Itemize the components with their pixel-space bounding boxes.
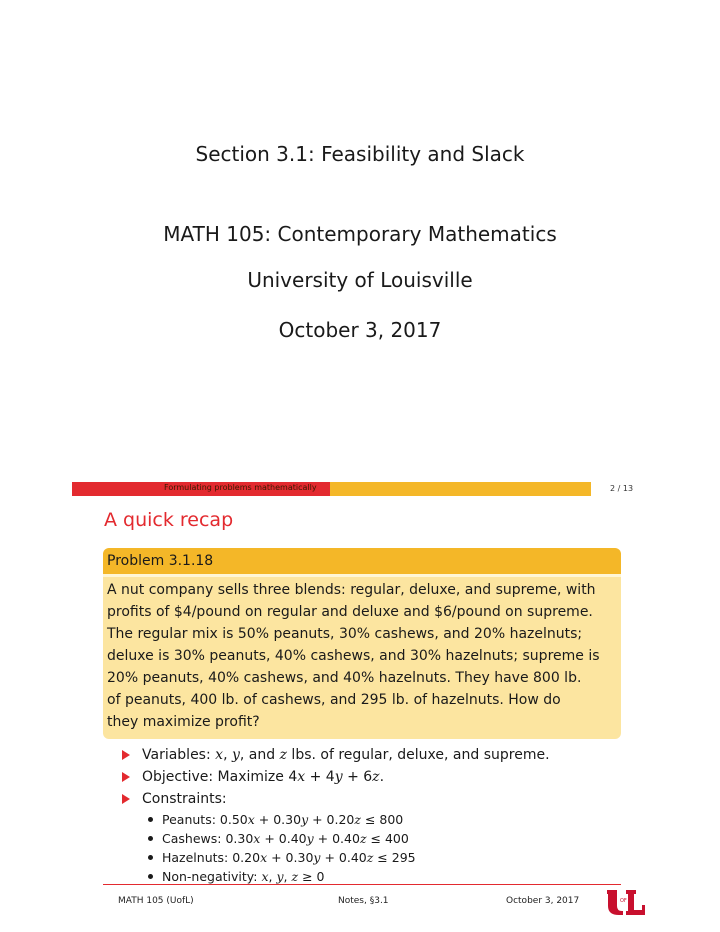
problem-body (103, 574, 621, 739)
problem-line: of peanuts, 400 lb. of cashews, and 295 lb. of hazelnuts. How do (107, 692, 561, 708)
problem-line: they maximize profit? (107, 714, 260, 730)
problem-title: Problem 3.1.18 (103, 548, 621, 574)
bullet-dot-icon (148, 855, 153, 860)
problem-line: The regular mix is 50% peanuts, 30% cashews, and 20% hazelnuts; (107, 626, 583, 642)
bullet-dot-icon (148, 874, 153, 879)
constraint-nonnegativity: Non-negativity: x, y, z ≥ 0 (122, 867, 550, 886)
lecture-date: October 3, 2017 (278, 318, 442, 342)
list-item-objective: Objective: Maximize 4x + 4y + 6z. (122, 766, 550, 788)
peanuts-label: Peanuts: (162, 812, 220, 827)
problem-line: profits of $4/pound on regular and deluxe and $6/pound on supreme. (107, 604, 593, 620)
hazelnuts-label: Hazelnuts: (162, 850, 233, 865)
page-number: 2 / 13 (610, 484, 634, 493)
svg-text:OF: OF (620, 898, 627, 904)
footer-course: MATH 105 (UofL) (118, 896, 194, 906)
course-name: MATH 105: Contemporary Mathematics (163, 222, 557, 246)
footer-date: October 3, 2017 (506, 896, 580, 906)
objective-label: Objective: Maximize (142, 769, 289, 785)
university-logo-icon (605, 889, 645, 915)
constraint-peanuts: Peanuts: 0.50x + 0.30y + 0.20z ≤ 800 (122, 810, 550, 829)
constraint-hazelnuts: Hazelnuts: 0.20x + 0.30y + 0.40z ≤ 295 (122, 848, 550, 867)
problem-line: A nut company sells three blends: regular, deluxe, and supreme, with (107, 582, 596, 598)
university-name: University of Louisville (247, 268, 473, 292)
list-item-constraints (122, 788, 550, 810)
problem-block (103, 548, 621, 739)
footer-section: Notes, §3.1 (338, 896, 389, 906)
constraints-label: Constraints: (142, 791, 227, 807)
slide-title: Section 3.1: Feasibility and Slack (195, 142, 525, 166)
footer-rule (103, 884, 621, 885)
header-bar (72, 482, 591, 496)
cashews-label: Cashews: (162, 831, 226, 846)
frame-title: A quick recap (104, 509, 234, 531)
problem-line: deluxe is 30% peanuts, 40% cashews, and 30% hazelnuts; supreme is (107, 648, 600, 664)
problem-line: 20% peanuts, 40% cashews, and 40% hazelnuts. They have 800 lb. (107, 670, 582, 686)
bullet-dot-icon (148, 836, 153, 841)
header-section-label[interactable]: Formulating problems mathematically (164, 483, 317, 492)
constraint-cashews: Cashews: 0.30x + 0.40y + 0.40z ≤ 400 (122, 829, 550, 848)
list-item-variables: Variables: x, y, and z lbs. of regular, deluxe, and supreme. (122, 744, 550, 766)
variables-text: lbs. of regular, deluxe, and supreme. (286, 747, 550, 763)
variables-label: Variables: (142, 747, 216, 763)
nonnegativity-label: Non-negativity: (162, 869, 262, 884)
bullet-dot-icon (148, 817, 153, 822)
triangle-bullet-icon (122, 772, 130, 782)
triangle-bullet-icon (122, 750, 130, 760)
triangle-bullet-icon (122, 794, 130, 804)
recap-list (122, 744, 550, 886)
